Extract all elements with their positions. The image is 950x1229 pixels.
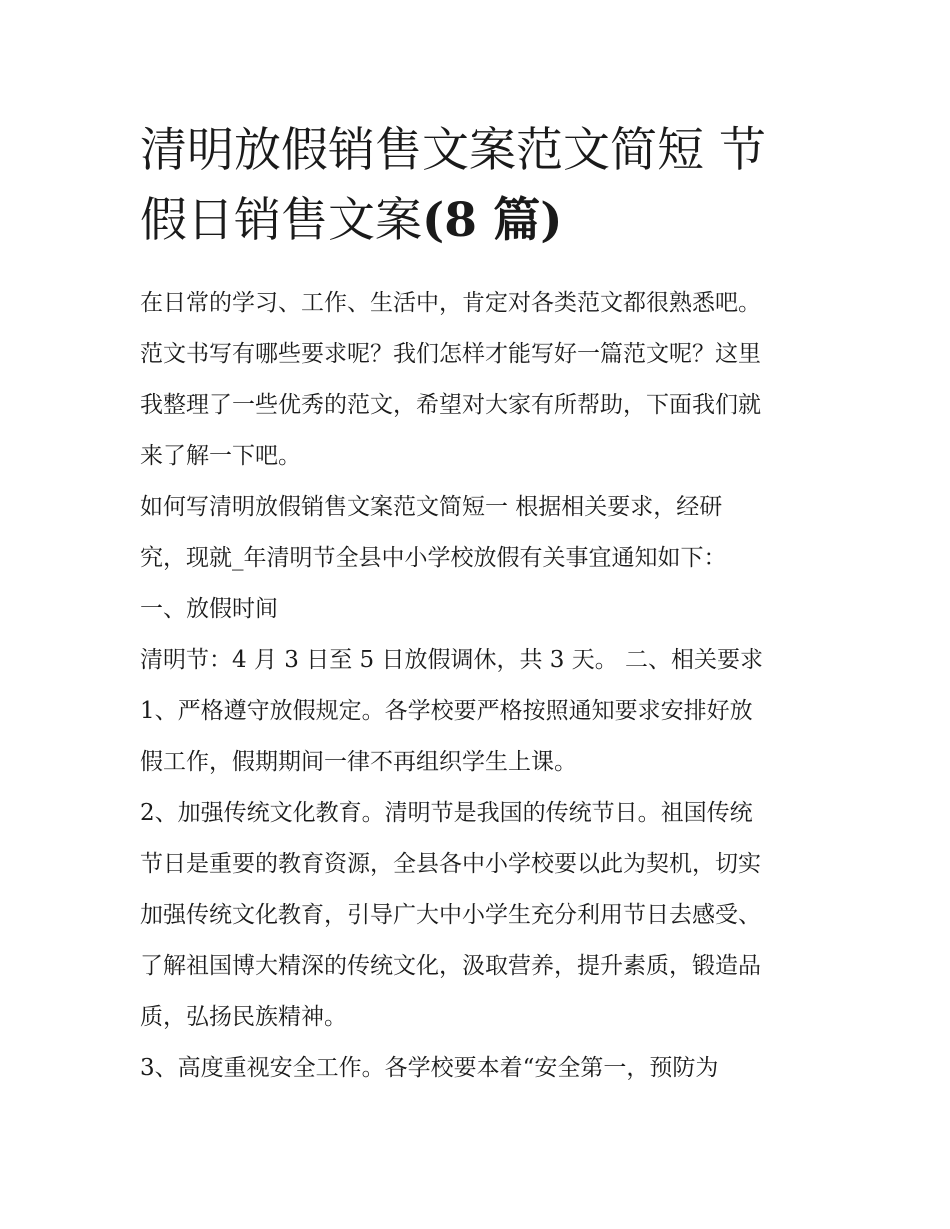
text-line: 我整理了一些优秀的范文，希望对大家有所帮助，下面我们就 [140, 392, 761, 418]
text-line: 假工作，假期期间一律不再组织学生上课。 [140, 749, 577, 775]
intro-paragraph [140, 278, 830, 482]
requirement-2-paragraph [140, 788, 830, 1043]
title-line-text: 假日销售文案 [140, 193, 422, 248]
text-line: 2、加强传统文化教育。清明节是我国的传统节日。祖国传统 [140, 800, 753, 826]
requirement-3-paragraph [140, 1043, 830, 1094]
text-line: 来了解一下吧。 [140, 443, 301, 469]
document-body [140, 278, 830, 1094]
requirement-1-paragraph [140, 686, 830, 788]
document-title [140, 116, 820, 256]
notice-paragraph [140, 482, 830, 584]
text-line: 如何写清明放假销售文案范文简短一 根据相关要求，经研 [140, 494, 723, 520]
holiday-dates-paragraph [140, 635, 830, 686]
text-line: 节日是重要的教育资源，全县各中小学校要以此为契机，切实 [140, 851, 761, 877]
text-line: 质，弘扬民族精神。 [140, 1004, 347, 1030]
text-line: 究，现就_年清明节全县中小学校放假有关事宜通知如下： [140, 545, 727, 571]
text-line: 一、放假时间 [140, 596, 278, 622]
section-heading-holiday-time [140, 584, 830, 635]
text-line: 清明节：4 月 3 日至 5 日放假调休，共 3 天。 二、相关要求 [140, 647, 764, 673]
text-line: 3、高度重视安全工作。各学校要本着“安全第一，预防为 [140, 1055, 719, 1081]
text-line: 加强传统文化教育，引导广大中小学生充分利用节日去感受、 [140, 902, 761, 928]
text-line: 1、严格遵守放假规定。各学校要严格按照通知要求安排好放 [140, 698, 753, 724]
text-line: 在日常的学习、工作、生活中，肯定对各类范文都很熟悉吧。 [140, 290, 761, 316]
text-line: 范文书写有哪些要求呢？我们怎样才能写好一篇范文呢？这里 [140, 341, 761, 367]
title-line: 清明放假销售文案范文简短 节 [140, 123, 766, 178]
title-line [140, 186, 820, 256]
text-line: 了解祖国博大精深的传统文化，汲取营养，提升素质，锻造品 [140, 953, 761, 979]
title-count: (8 篇) [422, 193, 563, 248]
